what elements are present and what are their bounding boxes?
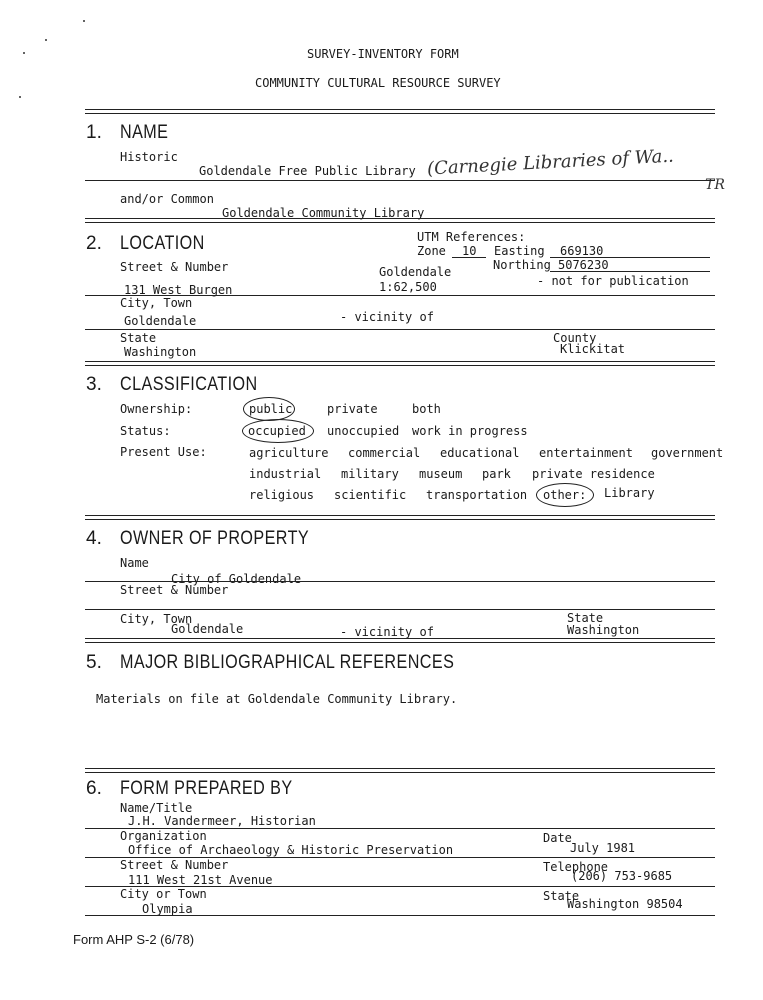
use-option: scientific (334, 488, 407, 502)
field-label: City, Town (120, 296, 193, 310)
field-label: Street & Number (120, 858, 229, 872)
vicinity-note: - vicinity of (340, 310, 434, 324)
preparer-name: J.H. Vandermeer, Historian (128, 814, 316, 828)
speck (83, 20, 85, 22)
field-label: and/or Common (120, 192, 214, 206)
handwritten-note: TR (705, 177, 725, 193)
divider (85, 581, 715, 582)
field-label: Street & Number (120, 583, 229, 597)
use-option: private residence (532, 467, 655, 481)
field-label: City, Town (120, 612, 193, 626)
field-label: State (120, 331, 157, 345)
owner-state: Washington (567, 623, 640, 637)
organization: Office of Archaeology & Historic Preservation (128, 843, 454, 857)
section-title: FORM PREPARED BY (120, 778, 293, 799)
field-label: Organization (120, 829, 207, 843)
speck (45, 39, 47, 41)
status-option: unoccupied (327, 424, 400, 438)
underline (452, 257, 486, 258)
form-title: SURVEY-INVENTORY FORM (307, 47, 459, 61)
use-option: agriculture (249, 446, 329, 460)
use-option: museum (419, 467, 463, 481)
historic-name: Goldendale Free Public Library (199, 164, 416, 178)
divider (85, 109, 715, 114)
owner-city: Goldendale (171, 622, 244, 636)
speck (23, 52, 25, 54)
use-option: transportation (426, 488, 528, 502)
status-option: occupied (248, 424, 306, 438)
field-label: Status: (120, 424, 171, 438)
quad-scale: 1:62,500 (379, 280, 437, 294)
use-option: government (651, 446, 724, 460)
county: Klickitat (560, 342, 626, 356)
prepared-date: July 1981 (570, 841, 636, 855)
other-use: Library (604, 486, 655, 500)
field-label: Street & Number (120, 260, 229, 274)
divider (85, 515, 715, 520)
field-label: Name (120, 556, 149, 570)
field-label: Ownership: (120, 402, 193, 416)
preparer-street: 111 West 21st Avenue (128, 873, 273, 887)
field-label: County (553, 331, 597, 345)
divider (85, 768, 715, 773)
form-id: Form AHP S-2 (6/78) (73, 932, 195, 947)
use-option: industrial (249, 467, 322, 481)
quad-name: Goldendale (379, 265, 452, 279)
field-label: State (543, 889, 580, 903)
divider (85, 218, 715, 223)
preparer-state: Washington 98504 (567, 897, 683, 911)
divider (85, 329, 715, 330)
section-title: CLASSIFICATION (120, 374, 258, 395)
street-address: 131 West Burgen (124, 283, 233, 297)
city: Goldendale (124, 314, 197, 328)
utm-easting: 669130 (560, 244, 604, 258)
section-number: 2. (86, 233, 102, 254)
handwritten-note: (Carnegie Libraries of Wa.. (426, 145, 675, 180)
field-label: Easting (494, 244, 545, 258)
form-subtitle: COMMUNITY CULTURAL RESOURCE SURVEY (255, 76, 501, 90)
use-option: educational (440, 446, 520, 460)
field-label: Date (543, 831, 572, 845)
section-title: LOCATION (120, 233, 205, 254)
use-option: commercial (348, 446, 421, 460)
divider (85, 180, 715, 181)
bibliography-text: Materials on file at Goldendale Community Library. (96, 692, 458, 706)
use-option: entertainment (539, 446, 633, 460)
preparer-city: Olympia (142, 902, 193, 916)
field-label: State (567, 611, 604, 625)
common-name: Goldendale Community Library (222, 206, 425, 220)
field-label: Historic (120, 150, 178, 164)
divider (85, 638, 715, 643)
utm-northing: 5076230 (558, 258, 609, 272)
owner-name: City of Goldendale (171, 572, 302, 586)
field-label: UTM References: (417, 230, 526, 244)
use-option: military (341, 467, 399, 481)
field-label: Present Use: (120, 445, 207, 459)
section-number: 3. (86, 374, 102, 395)
use-option: religious (249, 488, 315, 502)
use-option: park (482, 467, 511, 481)
field-label: City or Town (120, 887, 207, 901)
section-number: 4. (86, 528, 102, 549)
vicinity-note: - vicinity of (340, 625, 434, 639)
ownership-option: private (327, 402, 378, 416)
divider (85, 915, 715, 916)
divider (85, 361, 715, 366)
state: Washington (124, 345, 197, 359)
section-number: 6. (86, 778, 102, 799)
ownership-option: both (412, 402, 441, 416)
underline (550, 271, 710, 272)
publication-note: - not for publication (537, 274, 689, 288)
field-label: Name/Title (120, 801, 193, 815)
section-title: NAME (120, 122, 169, 143)
section-title: OWNER OF PROPERTY (120, 528, 310, 549)
ownership-option: public (249, 402, 293, 416)
section-number: 5. (86, 652, 102, 673)
field-label: Northing (493, 258, 551, 272)
speck (19, 96, 21, 98)
divider (85, 609, 715, 610)
section-number: 1. (86, 122, 102, 143)
section-title: MAJOR BIBLIOGRAPHICAL REFERENCES (120, 652, 455, 673)
utm-zone: 10 (462, 244, 477, 258)
field-label: Zone (417, 244, 446, 258)
use-option: other: (543, 488, 587, 502)
field-label: Telephone (543, 860, 609, 874)
telephone: (206) 753-9685 (571, 869, 673, 883)
status-option: work in progress (412, 424, 528, 438)
